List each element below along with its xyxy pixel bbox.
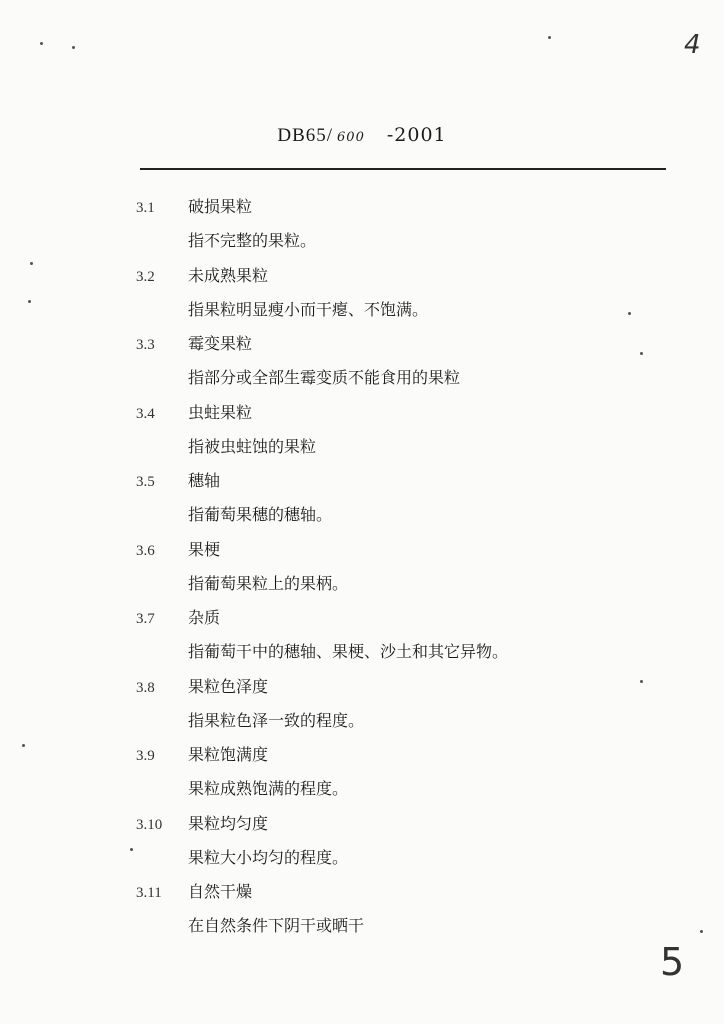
entry-term: 霉变果粒 [188, 334, 253, 353]
definition-entry [136, 327, 696, 396]
definition-entry [136, 670, 696, 739]
entry-number: 3.7 [136, 611, 155, 627]
page-number-mark-bottom: 5 [660, 940, 685, 984]
entry-term: 虫蛀果粒 [188, 402, 253, 422]
entry-definition: 指不完整的果粒。 [188, 231, 317, 250]
definition-entry [136, 738, 696, 807]
entry-term: 未成熟果粒 [188, 265, 269, 285]
entry-number: 3.6 [136, 542, 155, 559]
entry-definition: 指果粒明显瘦小而干瘪、不饱满。 [188, 299, 429, 319]
entry-number: 3.2 [136, 268, 155, 285]
scan-speck [640, 352, 643, 355]
entry-definition: 在自然条件下阴干或晒干 [188, 916, 365, 935]
entry-number: 3.9 [136, 748, 155, 764]
document-header [0, 124, 724, 147]
entry-term: 果粒均匀度 [188, 813, 269, 833]
scan-speck [628, 312, 631, 315]
entry-definition: 果粒成熟饱满的程度。 [188, 779, 349, 798]
entry-term: 自然干燥 [188, 882, 253, 901]
definition-entry [136, 190, 696, 259]
scan-speck [30, 262, 33, 265]
definition-entry [136, 396, 696, 465]
header-rule [140, 168, 666, 170]
definition-entry [136, 807, 696, 876]
scan-speck [700, 930, 703, 933]
entry-term: 杂质 [188, 608, 221, 627]
entry-number: 3.10 [136, 816, 163, 833]
entry-number: 3.8 [136, 679, 155, 696]
entry-number: 3.4 [136, 405, 155, 422]
entry-definition: 指葡萄干中的穗轴、果梗、沙土和其它异物。 [188, 642, 509, 661]
entry-term: 果梗 [188, 539, 221, 559]
scan-speck [22, 744, 25, 747]
scan-speck [28, 300, 31, 303]
scan-speck [40, 42, 43, 45]
standard-number: 600 [337, 130, 365, 145]
entry-term: 破损果粒 [188, 197, 253, 216]
standard-year: -2001 [386, 124, 447, 146]
entry-number: 3.5 [136, 474, 155, 490]
definition-entry [136, 259, 696, 328]
entry-term: 穗轴 [188, 471, 221, 490]
definition-entry [136, 464, 696, 533]
entry-term: 果粒色泽度 [188, 676, 269, 696]
definition-entry [136, 875, 696, 944]
entry-definition: 指葡萄果粒上的果柄。 [188, 573, 349, 593]
scan-speck [72, 46, 75, 49]
scan-speck [640, 680, 643, 683]
entry-number: 3.3 [136, 337, 155, 353]
definition-entry [136, 533, 696, 602]
entry-definition: 指果粒色泽一致的程度。 [188, 710, 365, 730]
entry-number: 3.11 [136, 885, 162, 901]
entry-definition: 果粒大小均匀的程度。 [188, 847, 349, 867]
entry-number: 3.1 [136, 200, 155, 216]
definitions-list [136, 190, 696, 944]
scan-speck [130, 848, 133, 851]
page-number-mark-top: 4 [684, 30, 701, 60]
standard-code: DB65/ [277, 125, 334, 146]
entry-definition: 指葡萄果穗的穗轴。 [188, 505, 333, 524]
entry-definition: 指被虫蛀蚀的果粒 [188, 436, 317, 456]
entry-definition: 指部分或全部生霉变质不能食用的果粒 [188, 368, 461, 387]
scan-speck [548, 36, 551, 39]
entry-term: 果粒饱满度 [188, 745, 269, 764]
definition-entry [136, 601, 696, 670]
